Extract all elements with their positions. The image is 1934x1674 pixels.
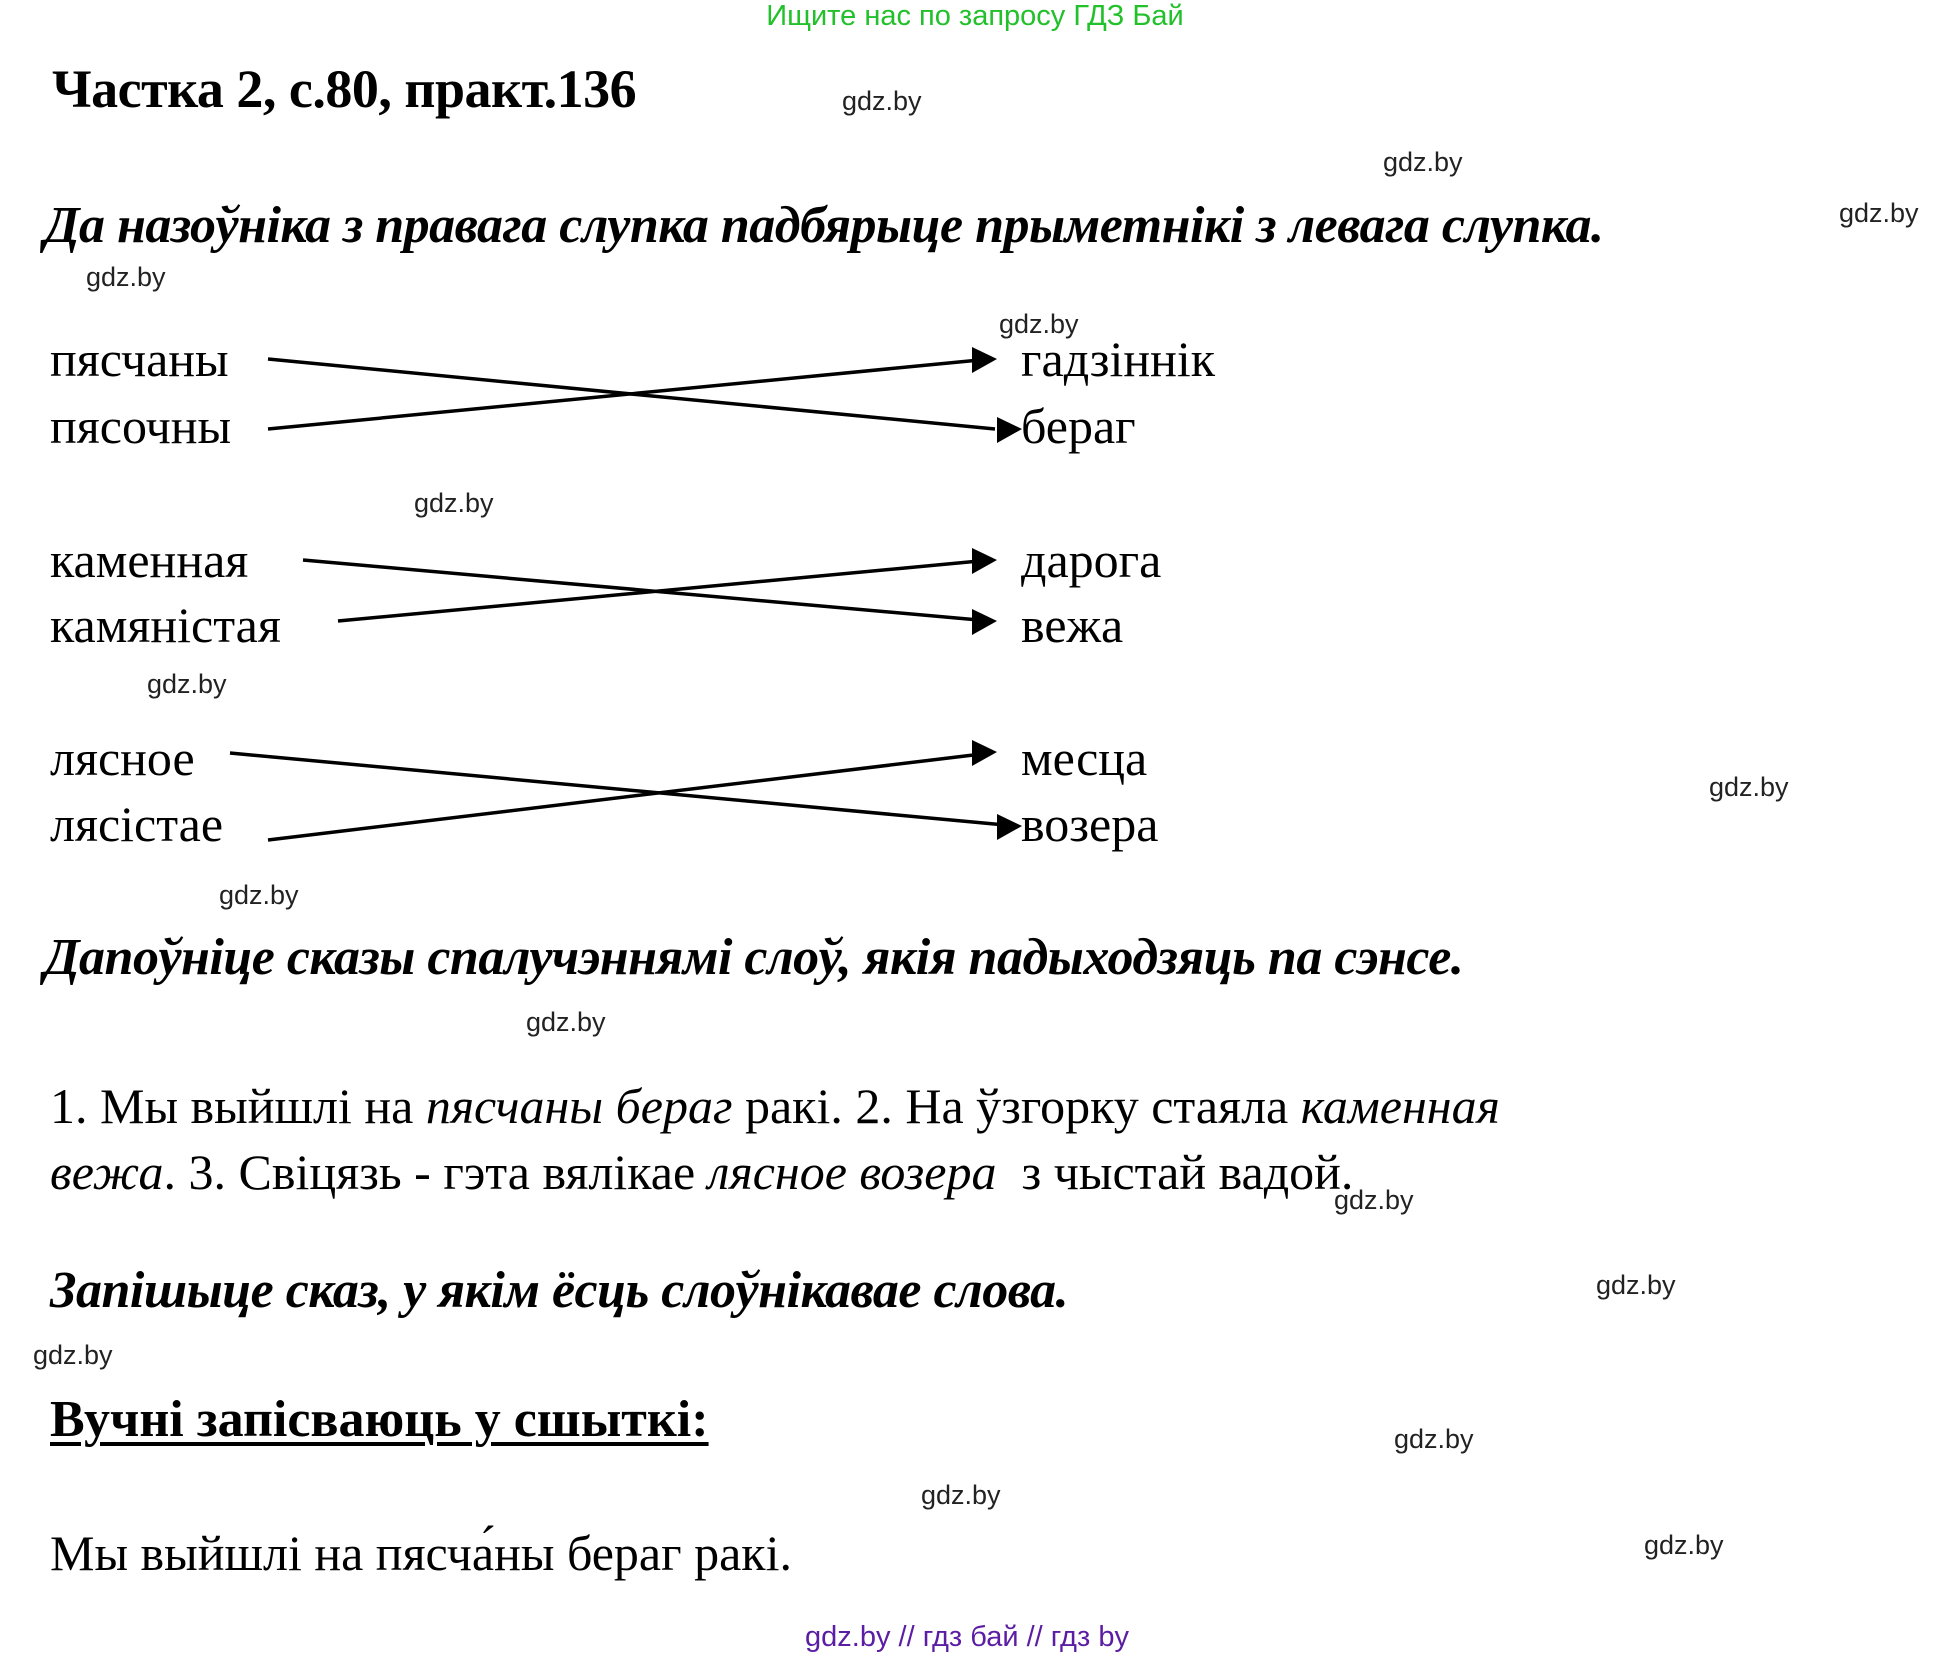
task1-instruction: Да назоўніка з правага слупка падбярыце прыметнікі з левага слупка. — [44, 197, 1604, 254]
right-word: возера — [1021, 796, 1159, 852]
watermark: gdz.by — [219, 880, 299, 910]
left-word: лясное — [50, 730, 195, 786]
left-word: лясістае — [50, 796, 224, 852]
right-word: вежа — [1021, 597, 1124, 653]
watermark: gdz.by — [414, 488, 494, 518]
arrowhead-icon — [972, 548, 997, 574]
watermark: gdz.by — [1644, 1530, 1724, 1560]
watermark: gdz.by — [33, 1340, 113, 1370]
filled-phrase: лясное возера — [707, 1144, 997, 1200]
watermark: gdz.by — [1839, 198, 1919, 228]
watermark: gdz.by — [921, 1480, 1001, 1510]
arrowhead-icon — [997, 417, 1022, 443]
footer-links: gdz.by // гдз бай // гдз by — [805, 1621, 1129, 1653]
right-word: дарога — [1021, 532, 1162, 588]
arrowhead-icon — [972, 347, 997, 373]
watermark: gdz.by — [86, 262, 166, 292]
answer-line-2 — [50, 1138, 1353, 1206]
watermark: gdz.by — [1383, 147, 1463, 177]
answer-sentence: Мы выйшлі на пясча́ны бераг ракі. — [50, 1525, 792, 1581]
right-word: бераг — [1021, 398, 1136, 454]
watermark: gdz.by — [999, 309, 1079, 339]
filled-phrase: пясчаны бераг — [425, 1078, 733, 1134]
right-word: месца — [1021, 730, 1148, 786]
task3-instruction: Запішыце сказ, у якім ёсць слоўнікавае слова. — [50, 1262, 1069, 1319]
filled-phrase: вежа — [50, 1144, 164, 1200]
left-word: пясчаны — [50, 331, 229, 387]
page-title: Частка 2, с.80, практ.136 — [52, 59, 637, 119]
sentence-text: . 3. Свіцязь - гэта вялікае — [163, 1144, 708, 1200]
watermark: gdz.by — [842, 86, 922, 116]
left-word: каменная — [50, 532, 249, 588]
arrowhead-icon — [972, 609, 997, 635]
watermark: gdz.by — [147, 669, 227, 699]
watermark: gdz.by — [1334, 1185, 1414, 1215]
arrowhead-icon — [972, 740, 997, 766]
sentence-text: з чыстай вадой. — [996, 1144, 1354, 1200]
watermark: gdz.by — [1709, 772, 1789, 802]
answer-heading: Вучні запісваюць у сшыткі: — [50, 1391, 709, 1448]
left-word: камяністая — [50, 597, 281, 653]
right-word: гадзіннік — [1021, 331, 1216, 387]
answer-line-1 — [50, 1072, 1500, 1140]
watermark: gdz.by — [1394, 1424, 1474, 1454]
left-word: пясочны — [50, 398, 232, 454]
watermark: gdz.by — [526, 1007, 606, 1037]
arrowhead-icon — [997, 814, 1022, 840]
sentence-text: ракі. 2. На ўзгорку стаяла — [732, 1078, 1301, 1134]
search-hint-banner: Ищите нас по запросу ГДЗ Бай — [766, 0, 1184, 32]
task2-instruction: Дапоўніце сказы спалучэннямі слоў, якія падыходзяць па сэнсе. — [44, 929, 1464, 986]
sentence-text: 1. Мы выйшлі на — [50, 1078, 426, 1134]
watermark: gdz.by — [1596, 1270, 1676, 1300]
filled-phrase: каменная — [1300, 1078, 1500, 1134]
